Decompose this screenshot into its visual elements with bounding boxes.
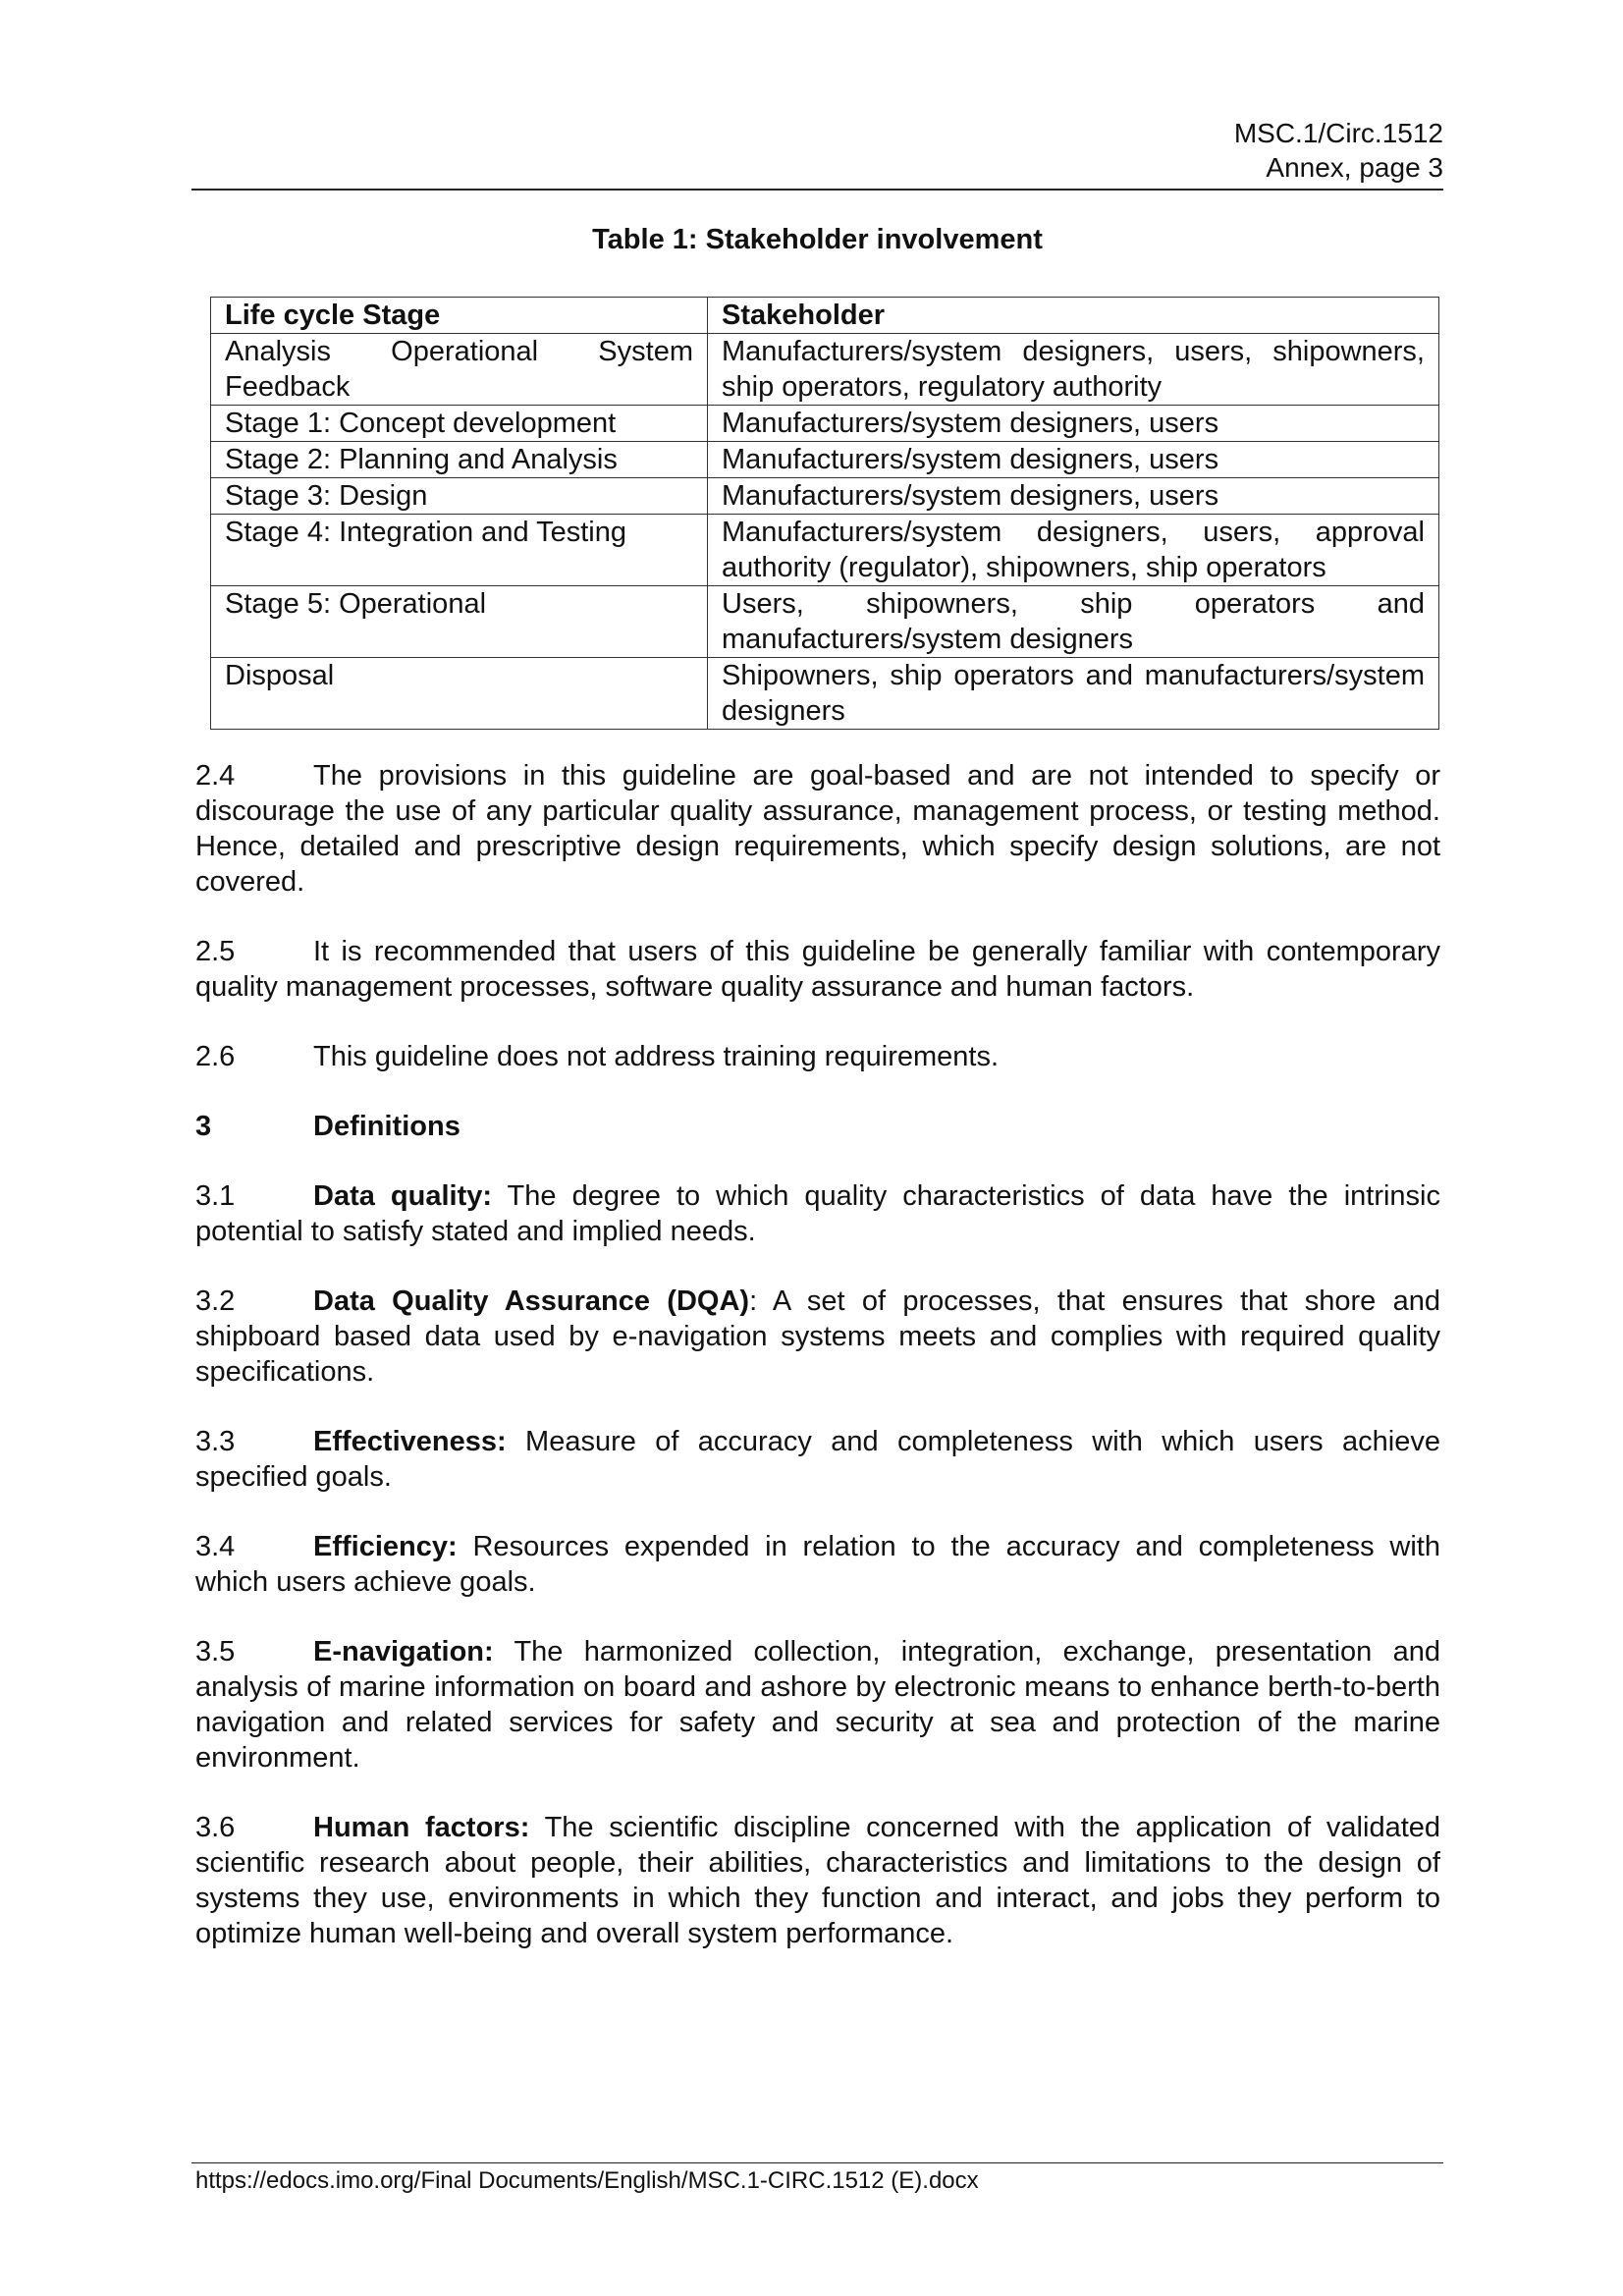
definition-term: Data quality: [313,1180,493,1212]
table-row [211,334,1439,406]
table-row [211,658,1439,730]
table-cell-stakeholder: Manufacturers/system designers, users, approval authority (regulator), shipowners, ship operators [708,515,1439,586]
paragraph-number: 3.1 [195,1180,236,1212]
section-heading-definitions [195,1109,1440,1144]
paragraph-number: 2.5 [195,936,236,967]
paragraph-number: 3.6 [195,1812,236,1843]
paragraph-number: 3.2 [195,1285,236,1317]
table-cell-stage: Stage 1: Concept development [211,406,708,442]
definition-term: Effectiveness: [313,1426,507,1457]
section-number: 3 [195,1111,212,1142]
document-body [195,758,1440,1986]
page-header [191,116,1443,185]
table-cell-stakeholder: Manufacturers/system designers, users [708,442,1439,478]
paragraph-number: 3.3 [195,1426,236,1457]
definition-3-2 [195,1284,1440,1390]
table-row [211,478,1439,515]
definition-3-4 [195,1529,1440,1600]
paragraph-2-5 [195,934,1440,1005]
definition-term: Human factors: [313,1812,530,1843]
table-cell-stage: Stage 4: Integration and Testing [211,515,708,586]
footer-divider [191,2162,1443,2163]
column-header-stakeholder: Stakeholder [708,298,1439,334]
definition-text: The degree to which quality characteristics of data have the intrinsic potential to satisfy stated and implied needs. [195,1180,1440,1247]
definition-text: The harmonized collection, integration, exchange, presentation and analysis of marine information on board and ashore by electronic means to enhance berth-to-berth navigation and related services for safety and security at sea and protection of the marine environment. [195,1636,1440,1774]
paragraph-2-6 [195,1039,1440,1074]
table-row [211,442,1439,478]
definition-term: E-navigation: [313,1636,494,1667]
table-cell-stakeholder: Users, shipowners, ship operators and manufacturers/system designers [708,586,1439,658]
paragraph-text: It is recommended that users of this guideline be generally familiar with contemporary quality management processes, software quality assurance and human factors. [195,936,1440,1003]
paragraph-text: The provisions in this guideline are goal-based and are not intended to specify or discourage the use of any particular quality assurance, management process, or testing method. Hence, detailed and prescriptive design requirements, which specify design solutions, are not covered. [195,760,1440,898]
definition-3-6 [195,1810,1440,1951]
footer-file-path: https://edocs.imo.org/Final Documents/English/MSC.1-CIRC.1512 (E).docx [195,2167,979,2194]
table-cell-stakeholder: Manufacturers/system designers, users, shipowners, ship operators, regulatory authority [708,334,1439,406]
paragraph-number: 2.4 [195,760,236,792]
table-row [211,586,1439,658]
header-divider [191,189,1443,191]
paragraph-2-4 [195,758,1440,900]
table-cell-stakeholder: Shipowners, ship operators and manufacturers/system designers [708,658,1439,730]
definition-text: Resources expended in relation to the accuracy and completeness with which users achieve goals. [195,1531,1440,1598]
paragraph-text: This guideline does not address training requirements. [313,1041,1000,1072]
table-cell-stage: Stage 3: Design [211,478,708,515]
paragraph-number: 2.6 [195,1041,236,1072]
definition-text: The scientific discipline concerned with the application of validated scientific research about people, their abilities, characteristics and limitations to the design of systems they use, environments in which they function and interact, and jobs they perform to optimize human well-being and overall system performance. [195,1812,1441,1949]
definition-3-3 [195,1424,1440,1495]
table-title: Table 1: Stakeholder involvement [592,224,1043,255]
document-reference: MSC.1/Circ.1512 [1233,118,1443,148]
table-row [211,406,1439,442]
table-cell-stage: Stage 5: Operational [211,586,708,658]
definition-3-5 [195,1634,1440,1776]
table-cell-stage: Disposal [211,658,708,730]
stakeholder-table [210,297,1439,730]
paragraph-number: 3.5 [195,1636,236,1667]
table-cell-stage: Analysis Operational System Feedback [211,334,708,406]
table-cell-stakeholder: Manufacturers/system designers, users [708,478,1439,515]
definition-text: : A set of processes, that ensures that shore and shipboard based data used by e-navigation systems meets and complies with required quality specifications. [195,1285,1441,1388]
definition-term: Data Quality Assurance (DQA) [313,1285,750,1317]
table-header-row [211,298,1439,334]
paragraph-number: 3.4 [195,1531,236,1562]
section-title: Definitions [313,1111,460,1142]
table-cell-stage: Stage 2: Planning and Analysis [211,442,708,478]
table-row [211,515,1439,586]
definition-text: Measure of accuracy and completeness with which users achieve specified goals. [195,1426,1440,1493]
column-header-life-cycle-stage: Life cycle Stage [211,298,708,334]
table-cell-stakeholder: Manufacturers/system designers, users [708,406,1439,442]
definition-3-1 [195,1178,1440,1249]
definition-term: Efficiency: [313,1531,458,1562]
page-number: Annex, page 3 [1266,152,1443,183]
